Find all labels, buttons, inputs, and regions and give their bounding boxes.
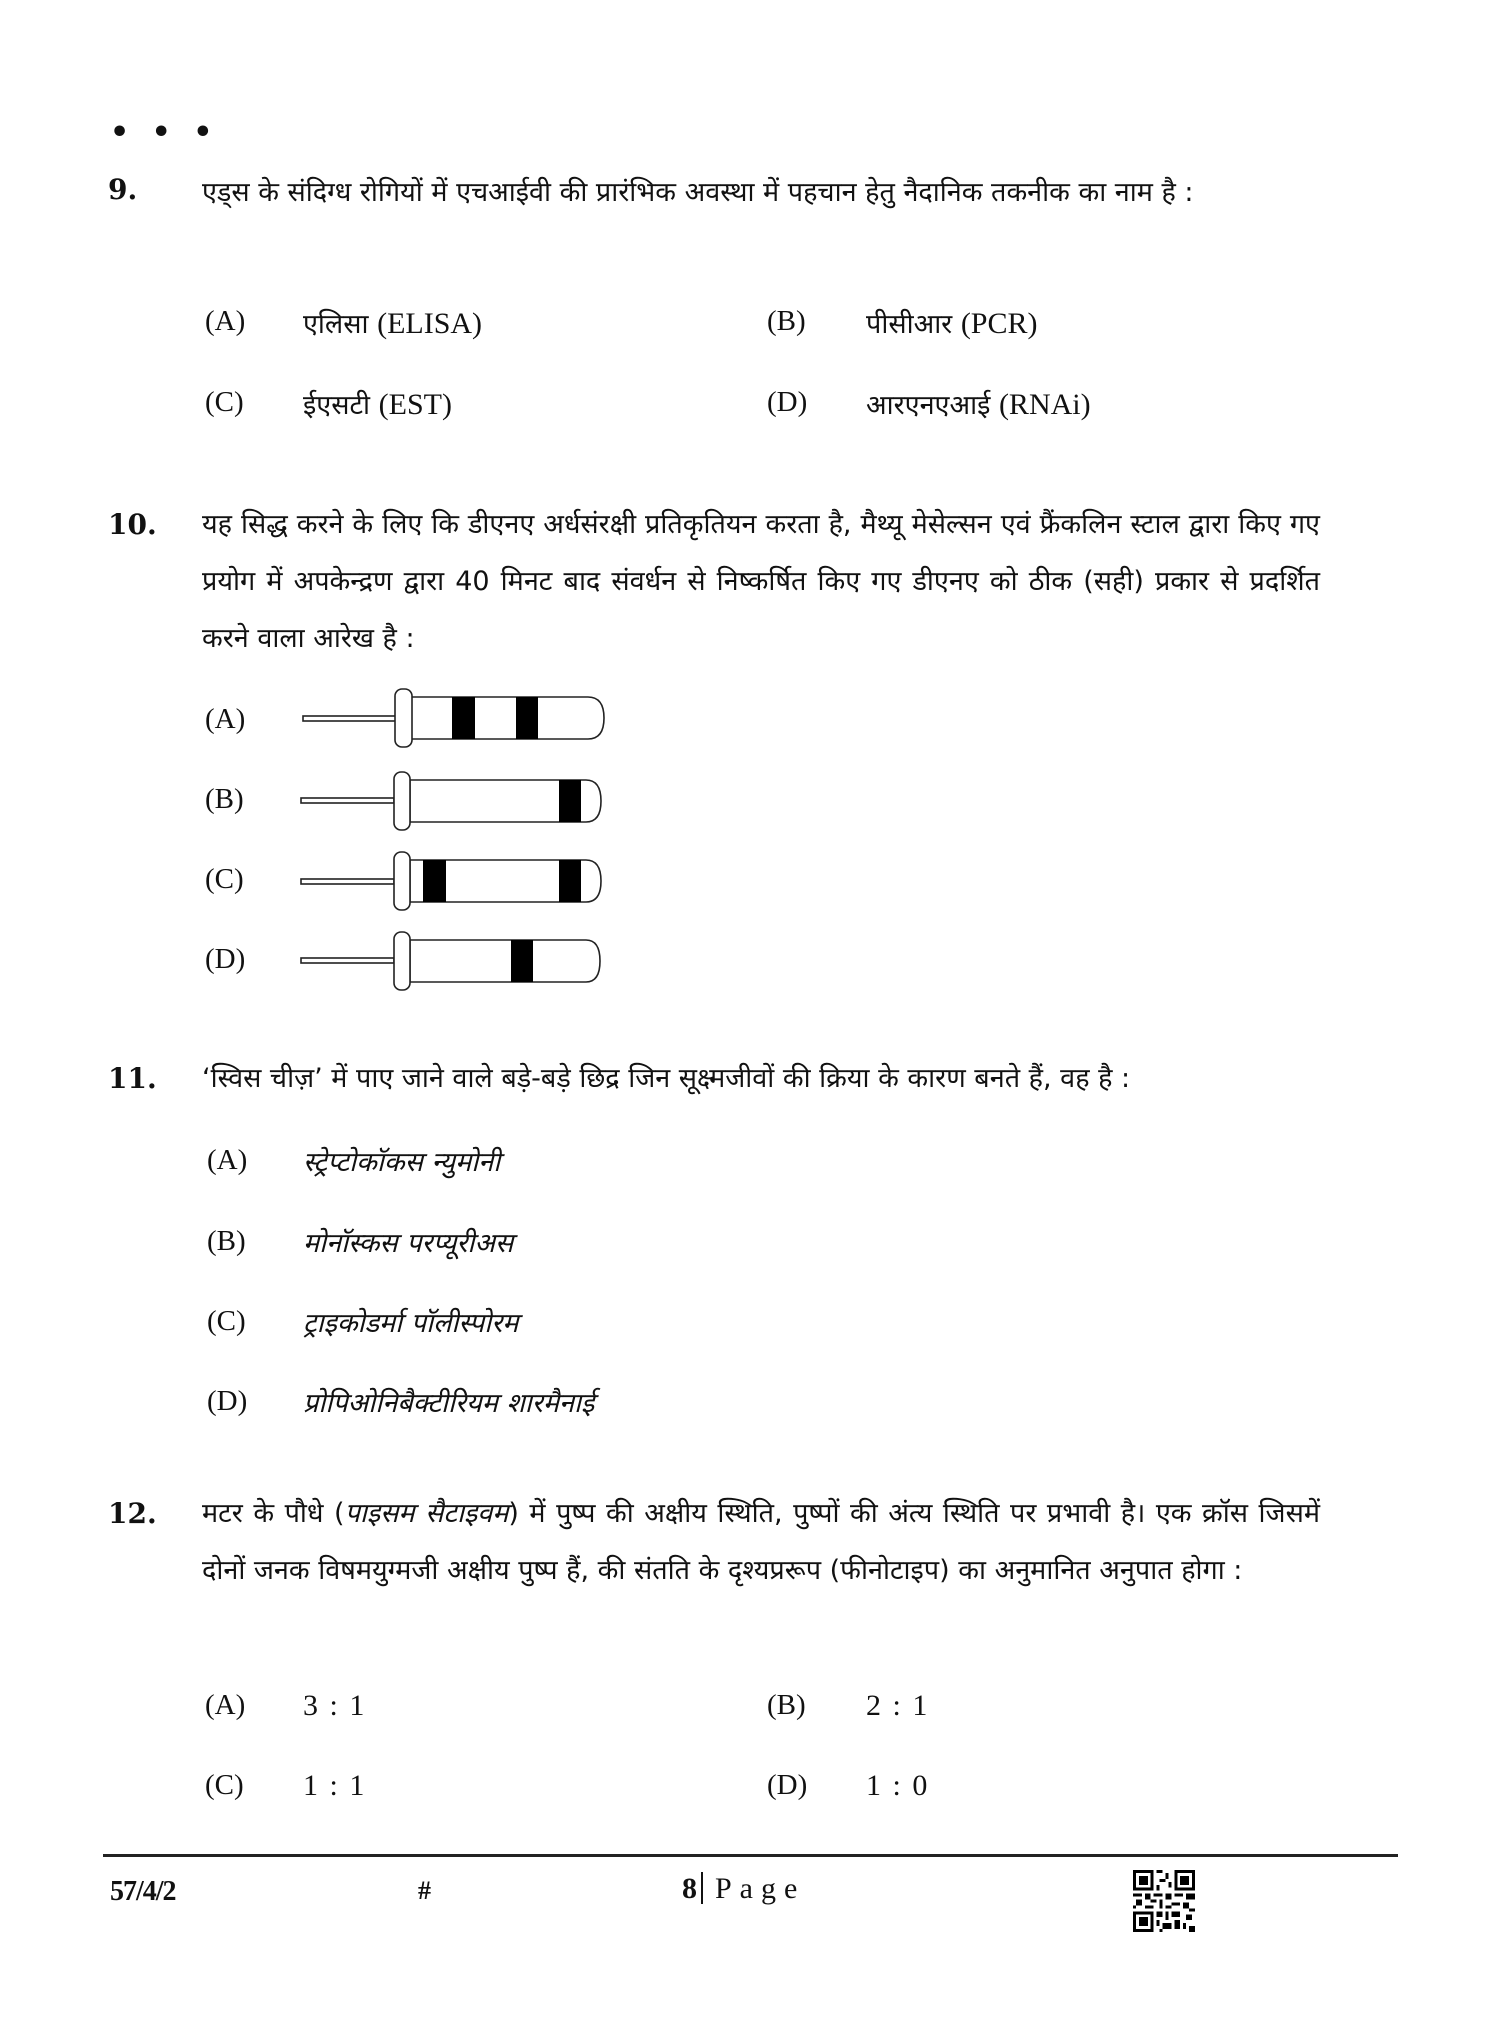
question-text-part: ) में पुष्प की अक्षीय स्थिति, पुष्पों की अंत्य स्थिति पर प्रभावी है। एक क्रॉस जिसमें दोनों जनक विषमयुग्मजी अक्षीय पुष्प हैं, की संतति के दृश्यप्ररूप (फीनोटाइप) का अनुमानित अनुपात होगा : (202, 1498, 1320, 1586)
option-label: (D) (767, 1769, 808, 1801)
option-text-latin: (PCR) (960, 307, 1038, 340)
option-label: (B) (767, 1689, 806, 1721)
footer-hash: # (418, 1876, 431, 1905)
option-label: (D) (207, 1385, 248, 1417)
option-label: (A) (205, 305, 246, 337)
question-text-part: मटर के पौधे ( (202, 1498, 345, 1529)
option-b-label[interactable]: (B) (205, 783, 244, 815)
option-text-latin: (ELISA) (377, 307, 483, 340)
question-text: यह सिद्ध करने के लिए कि डीएनए अर्धसंरक्षी प्रतिकृतियन करता है, मैथ्यू मेसेल्सन एवं फ्रैंकलिन स्टाल द्वारा किए गए प्रयोग में अपकेन्द्रण द्वारा 40 मिनट बाद संवर्धन से निष्कर्षित किए गए डीएनए को ठीक (सही) प्रकार से प्रदर्शित करने वाला आरेख है : (202, 509, 1320, 654)
page-number: 8 (682, 1872, 697, 1905)
option-text-latin: (EST) (378, 388, 452, 421)
qr-code-icon (1133, 1870, 1195, 1932)
scientific-name: पाइसम सैटाइवम (344, 1498, 509, 1529)
question-number: 11. (108, 1062, 157, 1095)
option-label: (D) (767, 386, 808, 418)
option-text (866, 385, 1091, 422)
option-a-label[interactable]: (A) (205, 703, 246, 735)
centrifuge-tube-d-icon[interactable] (301, 932, 600, 990)
option-d-label[interactable]: (D) (205, 943, 246, 975)
footer-divider (103, 1854, 1398, 1857)
centrifuge-tube-b-icon[interactable] (301, 772, 601, 830)
page-indicator (682, 1872, 805, 1906)
option-label: (A) (207, 1144, 248, 1176)
option-text (866, 304, 1038, 341)
question-text (202, 1485, 1320, 1599)
option-text (303, 385, 452, 422)
option-text: 2 : 1 (866, 1689, 930, 1722)
option-text: 3 : 1 (303, 1689, 367, 1722)
option-text: स्ट्रेप्टोकॉकस न्युमोनी (303, 1147, 501, 1178)
question-number: 12. (108, 1497, 157, 1530)
option-text-hindi: आरएनएआई (866, 390, 991, 421)
option-label: (A) (205, 1689, 246, 1721)
option-text: ट्राइकोडर्मा पॉलीस्पोरम (303, 1308, 519, 1339)
question-number: 10. (108, 508, 157, 541)
option-label: (B) (767, 305, 806, 337)
centrifuge-tube-c-icon[interactable] (301, 852, 601, 910)
continuation-marker: • • • (110, 115, 219, 150)
option-text (303, 304, 482, 341)
question-text: एड्स के संदिग्ध रोगियों में एचआईवी की प्रारंभिक अवस्था में पहचान हेतु नैदानिक तकनीक का नाम है : (202, 177, 1194, 208)
centrifuge-tube-a-icon[interactable] (303, 689, 604, 747)
option-label: (C) (205, 386, 244, 418)
page-word: Page (715, 1872, 806, 1905)
option-text-latin: (RNAi) (998, 388, 1091, 421)
option-c-label[interactable]: (C) (205, 863, 244, 895)
option-text: मोनॉस्कस परप्यूरीअस (303, 1228, 514, 1259)
centrifuge-tubes-diagram (290, 680, 630, 1000)
option-label: (C) (207, 1305, 246, 1337)
option-label: (C) (205, 1769, 244, 1801)
option-text-hindi: एलिसा (303, 309, 369, 340)
paper-code: 57/4/2 (110, 1876, 176, 1907)
option-text-hindi: पीसीआर (866, 309, 953, 340)
option-text: प्रोपिओनिबैक्टीरियम शारमैनाई (303, 1388, 595, 1419)
page-separator (701, 1872, 703, 1904)
option-text: 1 : 0 (866, 1769, 930, 1802)
question-number: 9. (108, 173, 138, 206)
option-text: 1 : 1 (303, 1769, 367, 1802)
option-label: (B) (207, 1225, 246, 1257)
question-text: ‘स्विस चीज़’ में पाए जाने वाले बड़े-बड़े छिद्र जिन सूक्ष्मजीवों की क्रिया के कारण बनते हैं, वह है : (202, 1063, 1131, 1094)
option-text-hindi: ईएसटी (303, 390, 371, 421)
